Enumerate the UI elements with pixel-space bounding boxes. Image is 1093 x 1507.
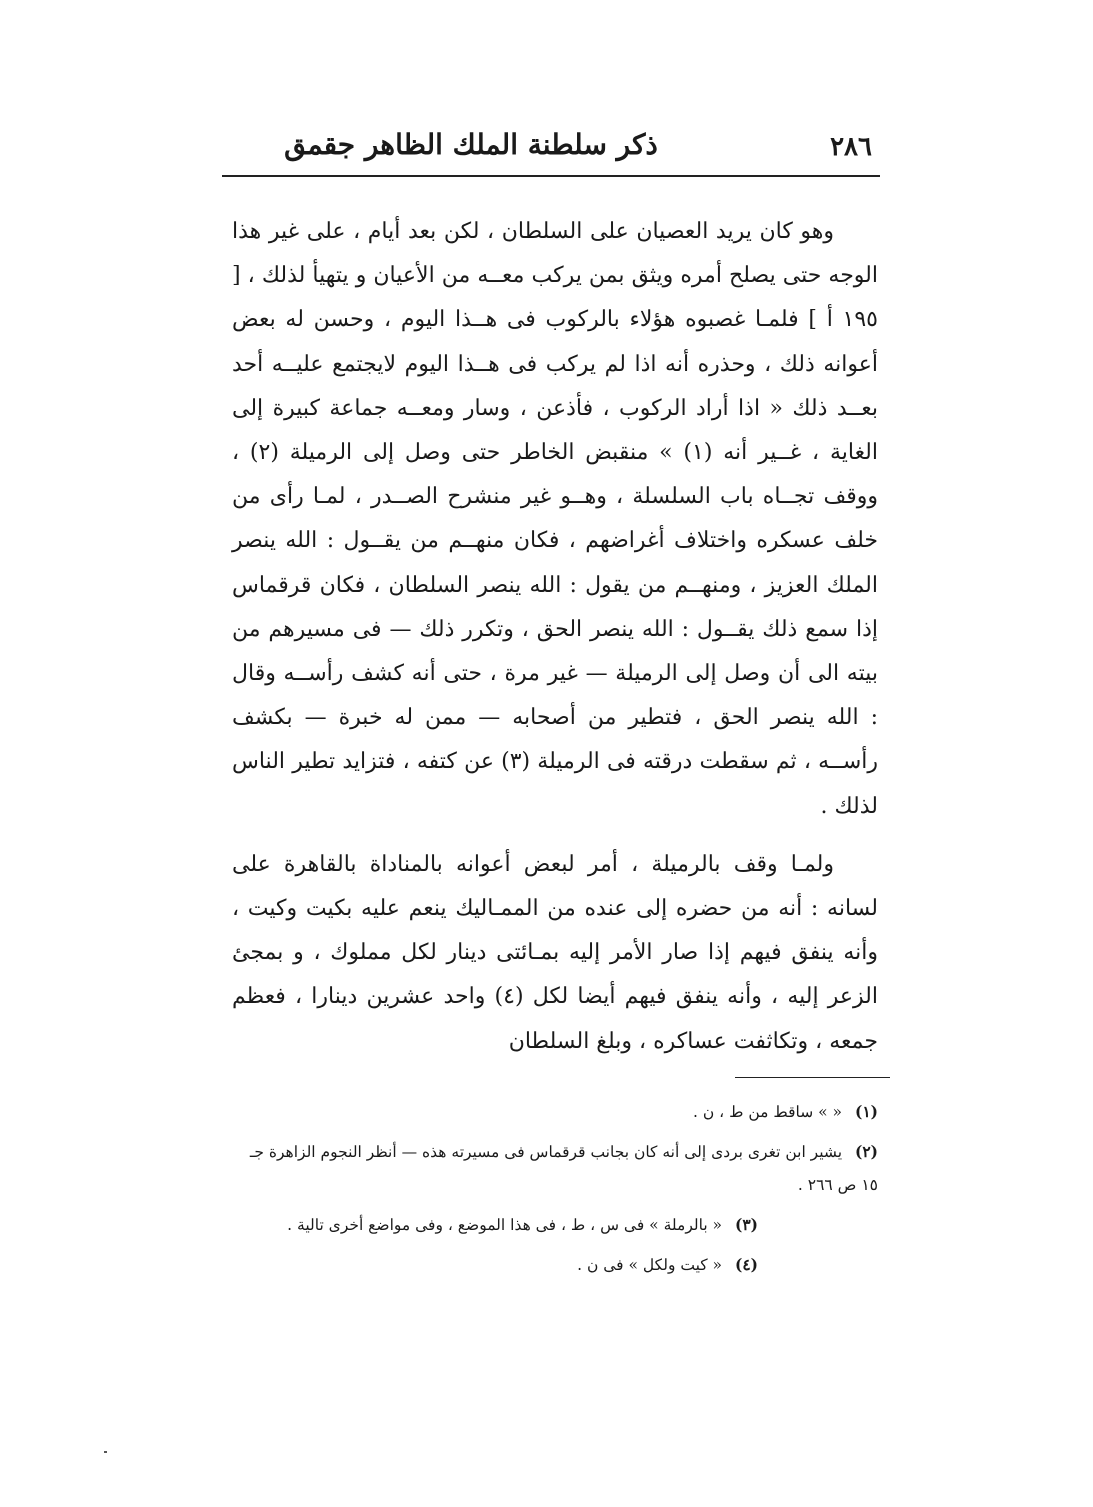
main-text <box>232 210 878 1064</box>
footnote-number: (٢) <box>854 1142 878 1161</box>
footnotes <box>232 1095 878 1288</box>
footnote <box>232 1095 878 1129</box>
footnote <box>232 1208 878 1242</box>
scan-speck <box>104 1451 107 1453</box>
footnote-text: يشير ابن تغرى بردى إلى أنه كان بجانب قرقماس فى مسيرته هذه — أنظر النجوم الزاهرة جـ ١٥ ص ٢٦٦ . <box>249 1143 878 1194</box>
footnote-text: « بالرملة » فى س ، ط ، فى هذا الموضع ، وفى مواضع أخرى تالية . <box>287 1216 723 1234</box>
footnote <box>232 1248 878 1282</box>
page-title: ذكر سلطنة الملك الظاهر جقمق <box>284 128 658 161</box>
footnote-number: (٣) <box>734 1215 758 1234</box>
footnote-number: (١) <box>854 1102 878 1121</box>
page-number: ٢٨٦ <box>830 132 872 162</box>
footnote-divider <box>735 1077 890 1078</box>
paragraph: ولمـا وقف بالرميلة ، أمر لبعض أعوانه بالمناداة بالقاهرة على لسانه : أنه من حضره إلى عنده من الممـاليك ينعم عليه بكيت وكيت ، وأنه ينفق فيهم إذا صار الأمر إليه بمـائتى دينار لكل مملوك ، و بمجئ الزعر إليه ، وأنه ينفق فيهم أيضا لكل (٤) واحد عشرين دينارا ، فعظم جمعه ، وتكاثفت عساكره ، وبلغ السلطان <box>232 851 878 1054</box>
footnote-number: (٤) <box>734 1255 758 1274</box>
footnote-text: « » ساقط من ط ، ن . <box>693 1103 843 1121</box>
header-divider <box>222 175 880 177</box>
paragraph: وهو كان يريد العصيان على السلطان ، لكن بعد أيام ، على غير هذا الوجه حتى يصلح أمره ويثق بمن يركب معــه من الأعيان و يتهيأ لذلك ، [ ١٩٥ أ ] فلمـا غصبوه هؤلاء بالركوب فى هــذا اليوم ، وحسن له بعض أعوانه ذلك ، وحذره أنه اذا لم يركب فى هــذا اليوم لايجتمع عليــه أحد بعــد ذلك « اذا أراد الركوب ، فأذعن ، وسار ومعــه جماعة كبيرة إلى الغاية ، غــير أنه (١) » منقبض الخاطر حتى وصل إلى الرميلة (٢) ، ووقف تجــاه باب السلسلة ، وهــو غير منشرح الصــدر ، لمـا رأى من خلف عسكره واختلاف أغراضهم ، فكان منهــم من يقــول : الله ينصر الملك العزيز ، ومنهــم من يقول : الله ينصر السلطان ، فكان قرقماس إذا سمع ذلك يقــول : الله ينصر الحق ، وتكرر ذلك — فى مسيرهم من بيته الى أن وصل إلى الرميلة — غير مرة ، حتى أنه كشف رأســه وقال : الله ينصر الحق ، فتطير من أصحابه — ممن له خبرة — بكشف رأســه ، ثم سقطت درقته فى الرميلة (٣) عن كتفه ، فتزايد تطير الناس لذلك . <box>232 219 879 819</box>
running-header <box>222 126 880 170</box>
footnote-text: « كيت ولكل » فى ن . <box>577 1256 723 1274</box>
footnote <box>232 1135 878 1202</box>
